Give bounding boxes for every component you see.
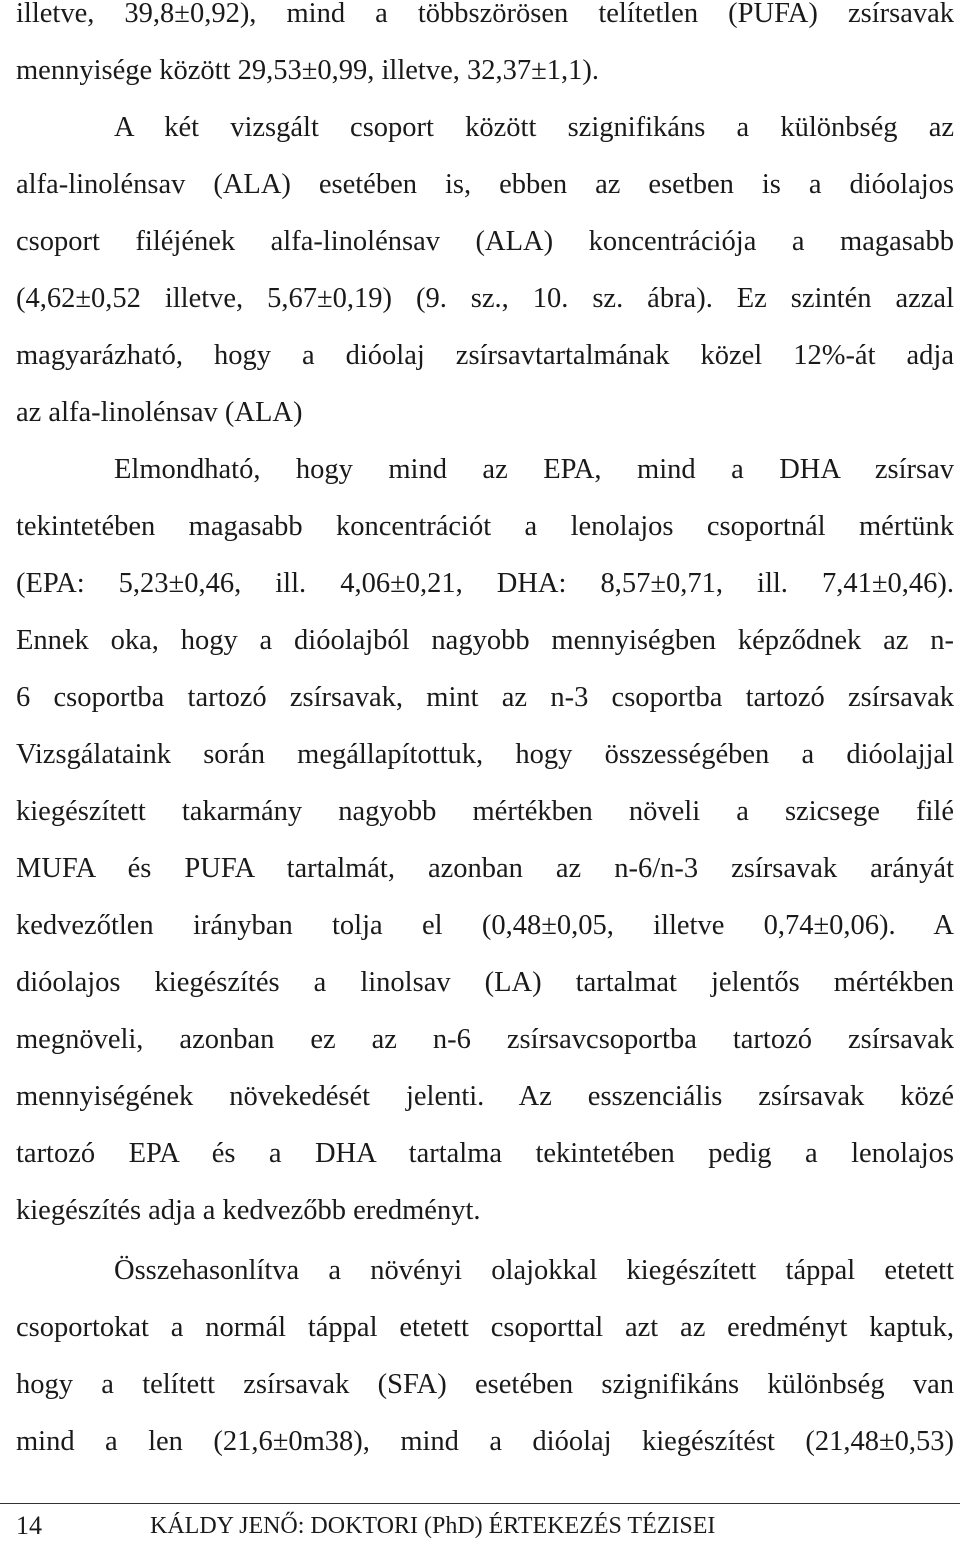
text-line: csoport filéjének alfa-linolénsav (ALA) koncentrációja a magasabb	[16, 226, 954, 257]
text-line: kedvezőtlen irányban tolja el (0,48±0,05, illetve 0,74±0,06). A	[16, 910, 954, 941]
text-line: mennyisége között 29,53±0,99, illetve, 32,37±1,1).	[16, 55, 599, 86]
text-line: alfa-linolénsav (ALA) esetében is, ebben az esetben is a dióolajos	[16, 169, 954, 200]
footer-title: KÁLDY JENŐ: DOKTORI (PhD) ÉRTEKEZÉS TÉZISEI	[150, 1513, 716, 1539]
text-line: illetve, 39,8±0,92), mind a többszörösen telítetlen (PUFA) zsírsavak	[16, 0, 954, 29]
text-line: A két vizsgált csoport között szignifikáns a különbség az	[114, 112, 954, 143]
text-line: az alfa-linolénsav (ALA)	[16, 397, 303, 428]
text-line: (EPA: 5,23±0,46, ill. 4,06±0,21, DHA: 8,57±0,71, ill. 7,41±0,46).	[16, 568, 954, 599]
text-line: kiegészített takarmány nagyobb mértékben növeli a szicsege filé	[16, 796, 954, 827]
footer-divider	[0, 1503, 960, 1504]
text-line: 6 csoportba tartozó zsírsavak, mint az n-3 csoportba tartozó zsírsavak	[16, 682, 954, 713]
text-line: mennyiségének növekedését jelenti. Az esszenciális zsírsavak közé	[16, 1081, 954, 1112]
text-line: Vizsgálataink során megállapítottuk, hogy összességében a dióolajjal	[16, 739, 954, 770]
text-line: (4,62±0,52 illetve, 5,67±0,19) (9. sz., 10. sz. ábra). Ez szintén azzal	[16, 283, 954, 314]
text-line: Elmondható, hogy mind az EPA, mind a DHA zsírsav	[114, 454, 954, 485]
text-line: tekintetében magasabb koncentrációt a lenolajos csoportnál mértünk	[16, 511, 954, 542]
text-line: Ennek oka, hogy a dióolajból nagyobb mennyiségben képződnek az n-	[16, 625, 954, 656]
text-line: mind a len (21,6±0m38), mind a dióolaj kiegészítést (21,48±0,53)	[16, 1426, 954, 1457]
text-line: kiegészítés adja a kedvezőbb eredményt.	[16, 1195, 481, 1226]
page-number: 14	[16, 1511, 42, 1540]
text-line: hogy a telített zsírsavak (SFA) esetében szignifikáns különbség van	[16, 1369, 954, 1400]
text-line: dióolajos kiegészítés a linolsav (LA) tartalmat jelentős mértékben	[16, 967, 954, 998]
text-line: tartozó EPA és a DHA tartalma tekintetében pedig a lenolajos	[16, 1138, 954, 1169]
text-line: megnöveli, azonban ez az n-6 zsírsavcsoportba tartozó zsírsavak	[16, 1024, 954, 1055]
text-line: MUFA és PUFA tartalmát, azonban az n-6/n-3 zsírsavak arányát	[16, 853, 954, 884]
text-line: Összehasonlítva a növényi olajokkal kiegészített táppal etetett	[114, 1255, 954, 1286]
text-line: magyarázható, hogy a dióolaj zsírsavtartalmának közel 12%-át adja	[16, 340, 954, 371]
text-line: csoportokat a normál táppal etetett csoporttal azt az eredményt kaptuk,	[16, 1312, 954, 1343]
